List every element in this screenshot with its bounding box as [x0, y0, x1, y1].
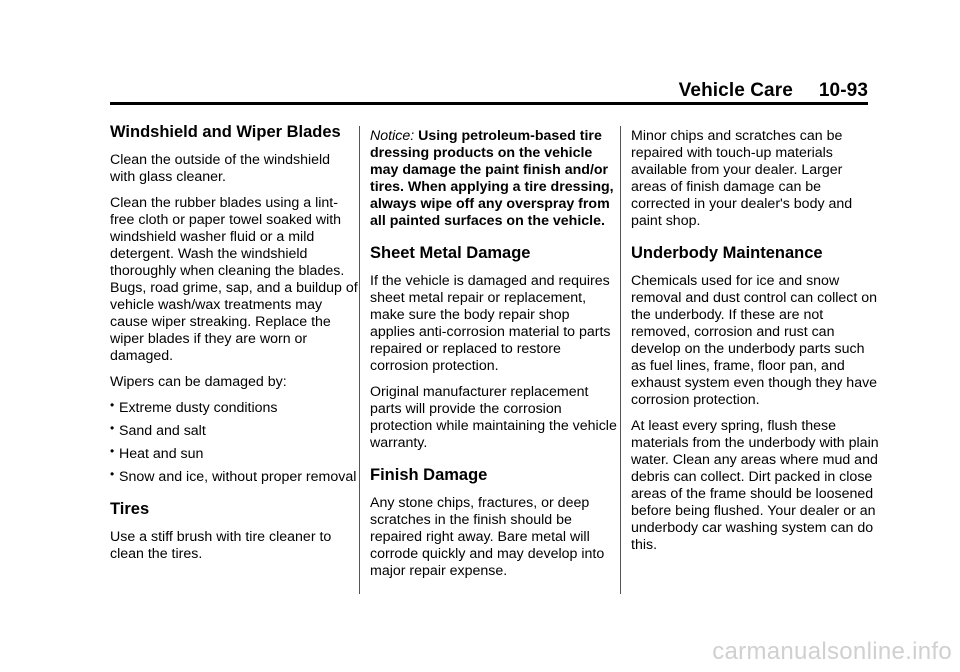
- column-divider: [359, 126, 360, 594]
- paragraph: Minor chips and scratches can be repaired with touch-up materials available from your dealer. Larger areas of finish damage can be corrected in your dealer's body and paint shop.: [631, 128, 853, 229]
- list-item: • Sand and salt: [110, 421, 206, 439]
- bullet-icon: •: [110, 421, 115, 435]
- paragraph: Wipers can be damaged by:: [110, 374, 287, 390]
- notice-text: Using petroleum-based tire dressing products on the vehicle may damage the paint finish and/or tires. When applying a tire dressing, always wipe off any overspray from all painted surfaces on the vehicle.: [370, 128, 614, 229]
- paragraph: At least every spring, flush these materials from the underbody with plain water. Clean any areas where mud and debris can collect. Dirt packed in close areas of the frame should be loosened before being flushed. Your dealer or an underbody car washing system can do this.: [631, 418, 879, 553]
- list-item: • Extreme dusty conditions: [110, 398, 278, 416]
- column-2: [370, 128, 618, 589]
- paragraph: Any stone chips, fractures, or deep scratches in the finish should be repaired right away. Bare metal will corrode quickly and may develop into major repair expense.: [370, 495, 605, 579]
- page-header: [110, 72, 868, 102]
- heading-finish-damage: Finish Damage: [370, 466, 488, 484]
- heading-underbody-maintenance: Underbody Maintenance: [631, 244, 823, 262]
- bullet-icon: •: [110, 467, 115, 481]
- column-3: [631, 128, 879, 563]
- heading-windshield-wiper-blades: Windshield and Wiper Blades: [110, 123, 341, 141]
- page-number: 10-93: [818, 80, 868, 101]
- header-rule: [110, 102, 868, 105]
- paragraph: Original manufacturer replacement parts will provide the corrosion protection while maintaining the vehicle warranty.: [370, 384, 617, 451]
- paragraph: Chemicals used for ice and snow removal and dust control can collect on the underbody. If these are not removed, corrosion and rust can develop on the underbody parts such as fuel lines, frame, floor pan, and exhaust system even though they have corrosion protection.: [631, 273, 878, 408]
- list-item: • Heat and sun: [110, 444, 204, 462]
- paragraph: If the vehicle is damaged and requires sheet metal repair or replacement, make sure the body repair shop applies anti-corrosion material to parts repaired or replaced to restore corrosion protection.: [370, 273, 611, 374]
- bullet-icon: •: [110, 444, 115, 458]
- list-item: • Snow and ice, without proper removal: [110, 467, 357, 485]
- paragraph: Clean the outside of the windshield with glass cleaner.: [110, 152, 331, 185]
- watermark: carmanualsonline.info: [712, 638, 952, 665]
- column-1: [110, 122, 358, 572]
- bullet-icon: •: [110, 398, 115, 412]
- header-text: [679, 80, 868, 102]
- heading-sheet-metal-damage: Sheet Metal Damage: [370, 244, 531, 262]
- paragraph: Clean the rubber blades using a lint-free cloth or paper towel soaked with windshield washer fluid or a mild detergent. Wash the windshield thoroughly when cleaning the blades. Bugs, road grime, sap, and a buildup of vehicle wash/wax treatments may cause wiper streaking. Replace the wiper blades if they are worn or damaged.: [110, 195, 358, 364]
- notice-block: [370, 128, 618, 230]
- column-divider: [620, 126, 621, 594]
- heading-tires: Tires: [110, 500, 150, 518]
- notice-label: Notice:: [370, 128, 415, 144]
- paragraph: Use a stiff brush with tire cleaner to clean the tires.: [110, 529, 332, 562]
- section-title: Vehicle Care: [678, 80, 793, 101]
- wiper-damage-list: [110, 400, 358, 486]
